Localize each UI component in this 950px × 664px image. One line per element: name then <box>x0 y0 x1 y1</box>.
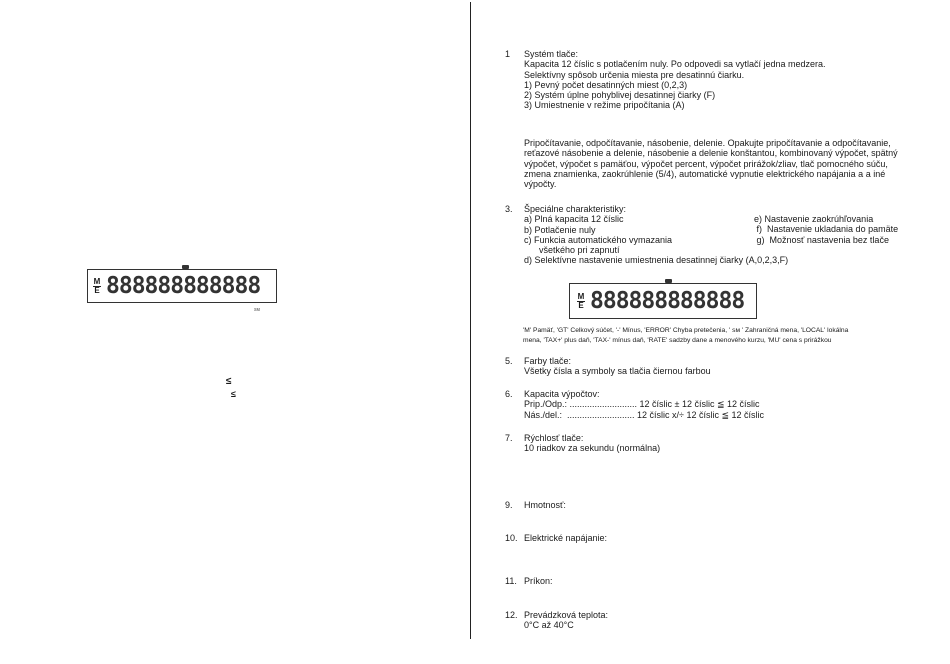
section-3-item: e) Nastavenie zaokrúhľovania <box>754 214 874 224</box>
section-1-line: 3) Umiestnenie v režime pripočítania (A) <box>524 100 685 111</box>
section-2-line: reťazové násobenie a delenie, násobenie a delenie konštantou, kombinovaný výpočet, spätný <box>524 148 898 159</box>
section-1-line: Selektívny spôsob určenia miesta pre desatinnú čiarku. <box>524 69 745 80</box>
section-1-line: Systém tlače: <box>524 49 579 59</box>
section-11-number: 11. <box>505 576 517 586</box>
section-6-body <box>524 389 764 420</box>
section-3-number: 3. <box>505 204 513 214</box>
lcd-digits: 888888888888 <box>106 273 261 299</box>
legend-line: 'M' Pamäť, 'GT' Celkový súčet, '-' Mínus, 'ERROR' Chyba pretečenia, ' sм ' Zahraničná mena, 'LOCAL' lokálna <box>523 327 849 334</box>
less-equal-symbol-small: ≤ <box>231 389 236 399</box>
memory-error-indicator <box>93 278 101 295</box>
section-7-number: 7. <box>505 433 513 443</box>
section-1-body <box>524 49 826 111</box>
section-6-title: Kapacita výpočtov: <box>524 389 600 399</box>
section-3-title: Špeciálne charakteristiky: <box>524 204 627 214</box>
memory-indicator: M <box>93 277 101 286</box>
section-5-number: 5. <box>505 356 513 366</box>
section-9-number: 9. <box>505 500 513 510</box>
section-3-item: všetkého pri zapnutí <box>524 245 620 256</box>
section-3-item: b) Potlačenie nuly <box>524 224 596 235</box>
section-2-line: výpočty. <box>524 179 557 190</box>
gt-indicator-icon <box>665 279 672 283</box>
section-7-body <box>524 433 660 454</box>
error-indicator: E <box>94 286 100 295</box>
section-11-title: Príkon: <box>524 576 553 586</box>
section-12-line: 0°C až 40°C <box>524 620 574 631</box>
section-7-line: Rýchlosť tlače: <box>524 433 584 443</box>
lcd-display-left <box>87 269 277 303</box>
section-2-body <box>524 138 898 189</box>
section-3-item: d) Selektívne nastavenie umiestnenia desatinnej čiarky (A,0,2,3,F) <box>524 255 789 266</box>
section-1-line: 2) Systém úplne pohyblivej desatinnej čiarky (F) <box>524 90 716 101</box>
section-12-line: Prevádzková teplota: <box>524 610 609 620</box>
section-5-line: Farby tlače: <box>524 356 572 366</box>
section-12-body <box>524 610 608 631</box>
error-indicator: E <box>578 301 584 310</box>
symbol-legend <box>523 326 918 346</box>
section-10-number: 10. <box>505 533 518 543</box>
page-divider <box>470 2 471 639</box>
section-10-title: Elektrické napájanie: <box>524 533 608 543</box>
section-1-line: Kapacita 12 číslic s potlačením nuly. Po odpovedi sa vytlačí jedna medzera. <box>524 59 826 70</box>
section-2-line: zmena znamienka, zaokrúhlenie (5/4), automatické vypnutie elektrického napájania a a iné <box>524 168 886 179</box>
section-3-item: c) Funkcia automatického vymazania <box>524 234 673 245</box>
lcd-digits: 888888888888 <box>590 288 745 314</box>
section-6-line: Prip./Odp.: ........................... 12 číslic ± 12 číslic ≦ 12 číslic <box>524 399 760 410</box>
section-6-line: Nás./del.: ........................... 12 číslic x/÷ 12 číslic ≦ 12 číslic <box>524 409 765 420</box>
legend-line: mena, 'TAX+' plus daň, 'TAX-' mínus daň, 'RATE' sadzby dane a menového kurzu, 'MU' cena s prirážkou <box>523 337 832 344</box>
section-5-line: Všetky čísla a symboly sa tlačia čiernou farbou <box>524 366 711 377</box>
section-3-item: f) Nastavenie ukladania do pamäte <box>754 224 899 235</box>
section-1-number: 1 <box>505 49 511 59</box>
section-2-line: výpočet, výpočet s pamäťou, výpočet percent, výpočet prirážok/zliav, tlač pomocného súču, <box>524 158 888 169</box>
section-9-title: Hmotnosť: <box>524 500 566 510</box>
foreign-currency-mark: sм <box>254 307 260 313</box>
less-equal-symbol: ≤ <box>226 376 232 387</box>
gt-indicator-icon <box>182 265 189 269</box>
section-3-item: a) Plná kapacita 12 číslic <box>524 214 624 225</box>
memory-indicator: M <box>577 292 585 301</box>
section-1-line: 1) Pevný počet desatinných miest (0,2,3) <box>524 79 688 90</box>
section-6-number: 6. <box>505 389 513 399</box>
lcd-display-right <box>569 283 757 319</box>
section-12-number: 12. <box>505 610 518 620</box>
section-3-body <box>524 204 788 266</box>
memory-error-indicator <box>577 293 585 310</box>
section-5-body <box>524 356 711 377</box>
section-2-line: Pripočítavanie, odpočítavanie, násobenie, delenie. Opakujte pripočítavanie a odpočítavanie, <box>524 138 891 148</box>
section-3-right-column <box>754 214 898 245</box>
section-3-item: g) Možnosť nastavenia bez tlače <box>754 234 889 245</box>
section-7-line: 10 riadkov za sekundu (normálna) <box>524 443 661 454</box>
